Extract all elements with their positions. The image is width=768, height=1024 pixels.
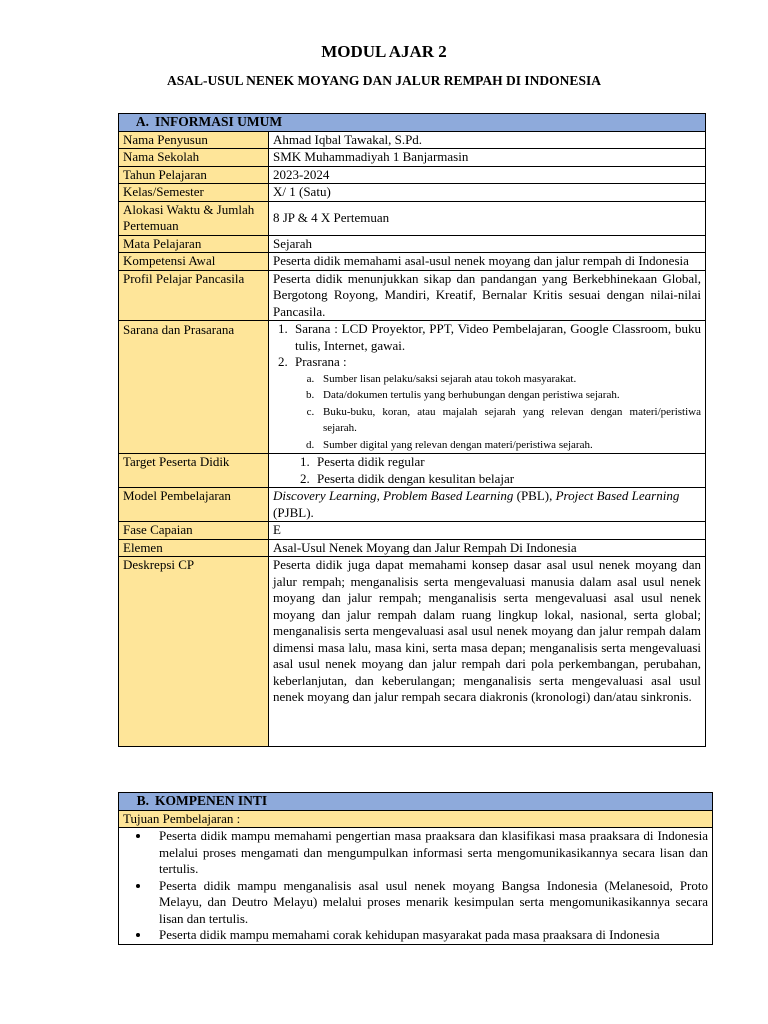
row-alokasi-waktu	[119, 201, 706, 235]
row-model-pembelajaran	[119, 488, 706, 522]
label-nama-sekolah: Nama Sekolah	[119, 149, 269, 167]
tujuan-item: • Peserta didik mampu memahami corak kehidupan masyarakat pada masa praaksara di Indonesia	[151, 927, 708, 944]
row-sarana-prasarana	[119, 321, 706, 454]
prasarana-item	[291, 354, 701, 453]
value-mata-pelajaran: Sejarah	[269, 235, 706, 253]
prasarana-label: Prasrana :	[295, 354, 347, 369]
label-kompetensi-awal: Kompetensi Awal	[119, 253, 269, 271]
label-model-pembelajaran: Model Pembelajaran	[119, 488, 269, 522]
row-kelas-semester	[119, 184, 706, 202]
value-kompetensi-awal: Peserta didik memahami asal-usul nenek moyang dan jalur rempah di Indonesia	[269, 253, 706, 271]
label-sarana-prasarana: Sarana dan Prasarana	[119, 321, 269, 454]
label-profil-pelajar: Profil Pelajar Pancasila	[119, 270, 269, 321]
model-pbl: (PBL),	[513, 488, 556, 503]
section-a-title: INFORMASI UMUM	[155, 114, 283, 129]
row-nama-sekolah	[119, 149, 706, 167]
komponen-inti-table	[118, 792, 713, 945]
tujuan-list-row	[119, 828, 713, 945]
tujuan-list-cell	[119, 828, 713, 945]
section-b-number: B.	[136, 793, 149, 808]
value-kelas-semester: X/ 1 (Satu)	[269, 184, 706, 202]
value-profil-pelajar: Peserta didik menunjukkan sikap dan pandangan yang Berkebhinekaan Global, Bergotong Royong, Mandiri, Kreatif, Bernalar Kritis sesuai dengan nilai-nilai Pancasila.	[269, 270, 706, 321]
tujuan-item: • Peserta didik mampu menganalisis asal usul nenek moyang Bangsa Indonesia (Melanesoid, Proto Melayu, dan Deutro Melayu) melalui proses menarik kesimpulan serta mengomunikasikannya secara lisan dan tertulis.	[151, 878, 708, 928]
prasarana-sublist	[295, 371, 701, 454]
row-nama-penyusun	[119, 131, 706, 149]
value-fase-capaian: E	[269, 522, 706, 540]
label-fase-capaian: Fase Capaian	[119, 522, 269, 540]
label-mata-pelajaran: Mata Pelajaran	[119, 235, 269, 253]
tujuan-item: • Peserta didik mampu memahami pengertian masa praaksara dan klasifikasi masa praaksara di Indonesia melalui proses mengamati dan mengumpulkan informasi serta mengomunikasikannya secara lisan dan tertulis.	[151, 828, 708, 878]
model-discovery: Discovery Learning	[273, 488, 377, 503]
target-item: 2. Peserta didik dengan kesulitan belajar	[313, 471, 701, 488]
row-elemen	[119, 539, 706, 557]
label-deskripsi-cp: Deskrepsi CP	[119, 557, 269, 747]
sarana-list	[273, 321, 701, 453]
value-alokasi-waktu: 8 JP & 4 X Pertemuan	[269, 201, 706, 235]
prasarana-subitem: c. Buku-buku, koran, atau majalah sejarah yang relevan dengan materi/peristiwa sejarah.	[317, 404, 701, 437]
model-problem: Problem Based Learning	[383, 488, 514, 503]
label-target-peserta: Target Peserta Didik	[119, 454, 269, 488]
label-kelas-semester: Kelas/Semester	[119, 184, 269, 202]
value-tahun-pelajaran: 2023-2024	[269, 166, 706, 184]
value-nama-penyusun: Ahmad Iqbal Tawakal, S.Pd.	[269, 131, 706, 149]
label-alokasi-waktu: Alokasi Waktu & Jumlah Pertemuan	[119, 201, 269, 235]
prasarana-subitem: d. Sumber digital yang relevan dengan materi/peristiwa sejarah.	[317, 437, 701, 454]
value-deskripsi-cp: Peserta didik juga dapat memahami konsep dasar asal usul nenek moyang dan jalur rempah; menganalisis serta mengevaluasi manusia dalam asal usul nenek moyang dan jalur rempah; menganalisis serta mengevaluasi asal usul nenek moyang dan jalur rempah dalam ruang lingkup lokal, nasional, serta global; menganalisis serta mengevaluasi asal usul nenek moyang dan jalur rempah dalam dimensi masa lalu, masa kini, serta masa depan; menganalisis serta mengevaluasi asal usul nenek moyang dan jalur rempah dari pola perkembangan, perubahan, keberlanjutan, dan keberulangan; menganalisis serta mengevaluasi asal usul nenek moyang dan jalur rempah secara diakronis (kronologi) dan/atau sinkronis.	[269, 557, 706, 747]
prasarana-subitem: a. Sumber lisan pelaku/saksi sejarah atau tokoh masyarakat.	[317, 371, 701, 388]
sarana-item: 1. Sarana : LCD Proyektor, PPT, Video Pembelajaran, Google Classroom, buku tulis, Internet, gawai.	[291, 321, 701, 354]
row-tahun-pelajaran	[119, 166, 706, 184]
row-deskripsi-cp	[119, 557, 706, 747]
value-model-pembelajaran	[269, 488, 706, 522]
row-kompetensi-awal	[119, 253, 706, 271]
tujuan-pembelajaran-row	[119, 810, 713, 828]
model-sep: ,	[376, 488, 384, 503]
row-fase-capaian	[119, 522, 706, 540]
row-target-peserta	[119, 454, 706, 488]
value-target-peserta	[269, 454, 706, 488]
tujuan-pembelajaran-label: Tujuan Pembelajaran :	[119, 810, 713, 828]
section-a-header	[119, 114, 706, 132]
value-elemen: Asal-Usul Nenek Moyang dan Jalur Rempah Di Indonesia	[269, 539, 706, 557]
model-pjbl: (PJBL).	[273, 504, 314, 520]
document-title: MODUL AJAR 2	[321, 42, 447, 61]
label-nama-penyusun: Nama Penyusun	[119, 131, 269, 149]
section-b-header	[119, 793, 713, 811]
label-tahun-pelajaran: Tahun Pelajaran	[119, 166, 269, 184]
row-profil-pelajar	[119, 270, 706, 321]
target-list	[273, 454, 701, 487]
value-nama-sekolah: SMK Muhammadiyah 1 Banjarmasin	[269, 149, 706, 167]
value-sarana-prasarana	[269, 321, 706, 454]
section-b-title: KOMPENEN INTI	[155, 793, 268, 808]
section-a-number: A.	[135, 114, 149, 129]
prasarana-subitem: b. Data/dokumen tertulis yang berhubungan dengan peristiwa sejarah.	[317, 387, 701, 404]
row-mata-pelajaran	[119, 235, 706, 253]
informasi-umum-table	[118, 113, 706, 747]
target-item: 1. Peserta didik regular	[313, 454, 701, 471]
tujuan-list	[123, 828, 708, 944]
model-project: Project Based Learning	[555, 488, 680, 503]
label-elemen: Elemen	[119, 539, 269, 557]
document-subtitle: ASAL-USUL NENEK MOYANG DAN JALUR REMPAH DI INDONESIA	[167, 73, 601, 88]
